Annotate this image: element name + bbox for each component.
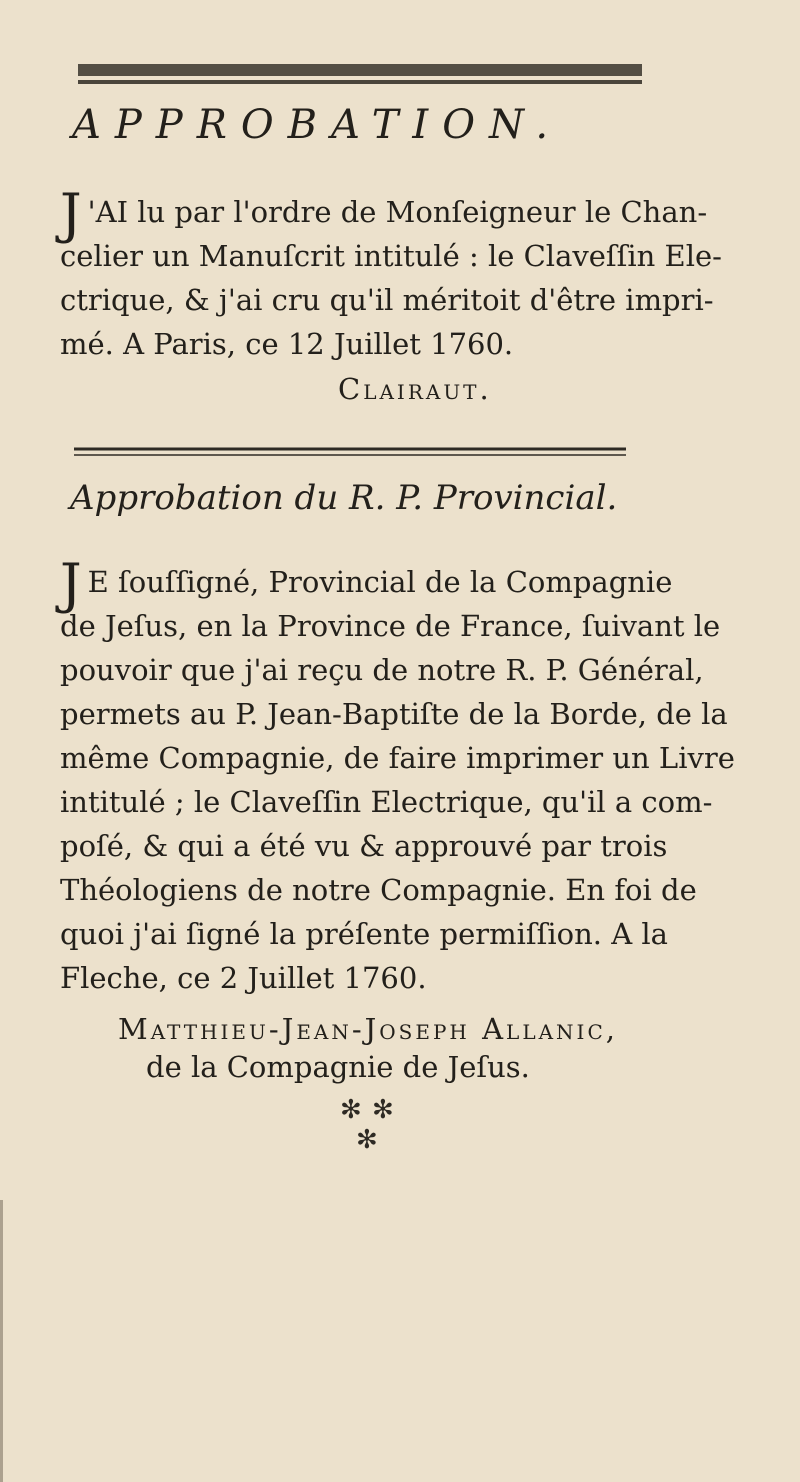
text-line: permets au P. Jean-Baptiſte de la Borde, de la <box>60 697 728 731</box>
text-line: Fleche, ce 2 Juillet 1760. <box>60 961 427 995</box>
first-approbation-text <box>60 182 750 366</box>
text-line: mé. A Paris, ce 12 Juillet 1760. <box>60 327 514 361</box>
text-line: poſé, & qui a été vu & approuvé par trois <box>60 829 668 863</box>
text-line: quoi j'ai ſigné la préſente permiſſion. A la <box>60 917 668 951</box>
signature-affiliation: de la Compagnie de Jeſus. <box>146 1050 530 1084</box>
text-line: intitulé ; le Claveſſin Electrique, qu'il a com- <box>60 785 713 819</box>
text-line: de Jeſus, en la Province de France, ſuivant le <box>60 609 721 643</box>
fleuron-ornament-icon <box>338 1092 410 1156</box>
text-line: celier un Manuſcrit intitulé : le Claveſſin Ele- <box>60 239 722 273</box>
approbation-title: APPROBATION. <box>72 102 563 148</box>
text-line: 'AI lu par l'ordre de Monſeigneur le Chan- <box>87 195 708 229</box>
svg-text:✻: ✻ <box>340 1095 362 1125</box>
svg-text:✻: ✻ <box>356 1125 378 1155</box>
text-line: pouvoir que j'ai reçu de notre R. P. Général, <box>60 653 704 687</box>
svg-text:✻: ✻ <box>372 1095 394 1125</box>
text-line: ctrique, & j'ai cru qu'il méritoit d'être impri- <box>60 283 714 317</box>
ornamental-header-band <box>78 62 642 90</box>
signature-clairaut: Clairaut. <box>338 372 492 406</box>
signature-allanic: Matthieu-Jean-Joseph Allanic, <box>118 1012 618 1046</box>
text-line: E ſouſſigné, Provincial de la Compagnie <box>87 565 673 599</box>
text-line: Théologiens de notre Compagnie. En foi de <box>60 873 697 907</box>
section-divider-rule <box>74 446 626 458</box>
text-line: même Compagnie, de faire imprimer un Livre <box>60 741 735 775</box>
dropcap-j: J <box>60 552 82 615</box>
provincial-approbation-title: Approbation du R. P. Provincial. <box>70 478 618 518</box>
dropcap-j: J <box>60 182 82 245</box>
provincial-approbation-text <box>60 552 750 1000</box>
page-edge-shadow <box>0 1200 8 1482</box>
